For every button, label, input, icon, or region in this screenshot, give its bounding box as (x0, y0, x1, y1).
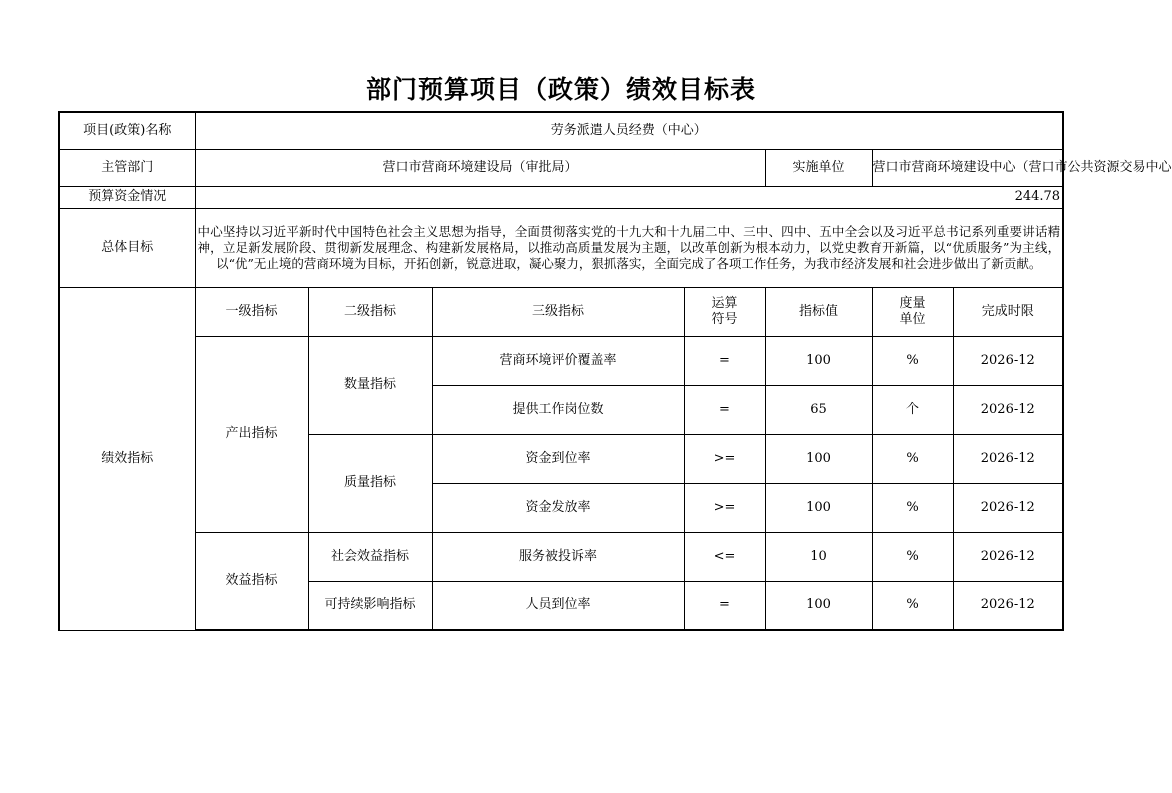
indicator-deadline: 2026-12 (953, 483, 1063, 532)
indicator-operator: >= (684, 434, 765, 483)
indicator-unit: % (872, 532, 953, 581)
level2-quantity: 数量指标 (308, 336, 432, 434)
indicator-unit: % (872, 483, 953, 532)
project-name-label: 项目(政策)名称 (59, 112, 195, 149)
level2-sustainable-impact: 可持续影响指标 (308, 581, 432, 630)
header-unit (872, 287, 953, 336)
table-row (59, 532, 1063, 581)
header-deadline: 完成时限 (953, 287, 1063, 336)
table-row (59, 336, 1063, 385)
indicator-name: 营商环境评价覆盖率 (432, 336, 684, 385)
indicator-operator: = (684, 385, 765, 434)
header-level3: 三级指标 (432, 287, 684, 336)
level1-output: 产出指标 (195, 336, 308, 532)
indicator-deadline: 2026-12 (953, 336, 1063, 385)
indicator-value: 10 (765, 532, 872, 581)
indicator-header-row (59, 287, 1063, 336)
indicator-deadline: 2026-12 (953, 434, 1063, 483)
header-operator-line2: 符号 (711, 311, 738, 327)
indicator-name: 人员到位率 (432, 581, 684, 630)
indicator-name: 资金到位率 (432, 434, 684, 483)
indicator-value: 100 (765, 434, 872, 483)
department-row (59, 149, 1063, 186)
header-unit-line1: 度量 (899, 295, 926, 311)
budget-label: 预算资金情况 (59, 186, 195, 208)
header-operator-line1: 运算 (711, 295, 738, 311)
indicator-name: 提供工作岗位数 (432, 385, 684, 434)
indicator-name: 服务被投诉率 (432, 532, 684, 581)
level2-social-benefit: 社会效益指标 (308, 532, 432, 581)
indicator-unit: % (872, 581, 953, 630)
dept-label: 主管部门 (59, 149, 195, 186)
dept-value: 营口市营商环境建设局（审批局） (195, 149, 765, 186)
indicator-deadline: 2026-12 (953, 532, 1063, 581)
goal-text: 中心坚持以习近平新时代中国特色社会主义思想为指导，全面贯彻落实党的十九大和十九届二中、三中、四中、五中全会以及习近平总书记系列重要讲话精神，立足新发展阶段、贯彻新发展理念、构建新发展格局，以推动高质量发展为主题，以改革创新为根本动力，以党史教育开新篇，以“优质服务”为主线，以“优”无止境的营商环境为目标，开拓创新，锐意进取，凝心聚力，狠抓落实，全面完成了各项工作任务，为我市经济发展和社会进步做出了新贡献。 (195, 208, 1063, 287)
header-level2: 二级指标 (308, 287, 432, 336)
goal-label: 总体目标 (59, 208, 195, 287)
indicator-value: 100 (765, 336, 872, 385)
impl-unit-value: 营口市营商环境建设中心（营口市公共资源交易中心 (872, 149, 1063, 186)
indicator-unit: % (872, 336, 953, 385)
indicators-section-label: 绩效指标 (59, 287, 195, 630)
level2-quality: 质量指标 (308, 434, 432, 532)
indicator-operator: = (684, 581, 765, 630)
indicator-value: 65 (765, 385, 872, 434)
indicator-name: 资金发放率 (432, 483, 684, 532)
impl-unit-label: 实施单位 (765, 149, 872, 186)
indicator-operator: <= (684, 532, 765, 581)
header-value: 指标值 (765, 287, 872, 336)
indicator-deadline: 2026-12 (953, 385, 1063, 434)
indicator-deadline: 2026-12 (953, 581, 1063, 630)
level1-benefit: 效益指标 (195, 532, 308, 630)
indicator-unit: 个 (872, 385, 953, 434)
page-title: 部门预算项目（政策）绩效目标表 (365, 75, 756, 104)
project-name-value: 劳务派遣人员经费（中心） (195, 112, 1063, 149)
indicator-unit: % (872, 434, 953, 483)
budget-row (59, 186, 1063, 208)
header-operator (684, 287, 765, 336)
performance-target-table (58, 111, 1172, 631)
indicator-operator: >= (684, 483, 765, 532)
indicator-value: 100 (765, 581, 872, 630)
indicator-value: 100 (765, 483, 872, 532)
project-name-row (59, 112, 1063, 149)
budget-value: 244.78 (195, 186, 1063, 208)
overall-goal-row (59, 208, 1063, 287)
header-level1: 一级指标 (195, 287, 308, 336)
header-unit-line2: 单位 (899, 311, 926, 327)
indicator-operator: = (684, 336, 765, 385)
